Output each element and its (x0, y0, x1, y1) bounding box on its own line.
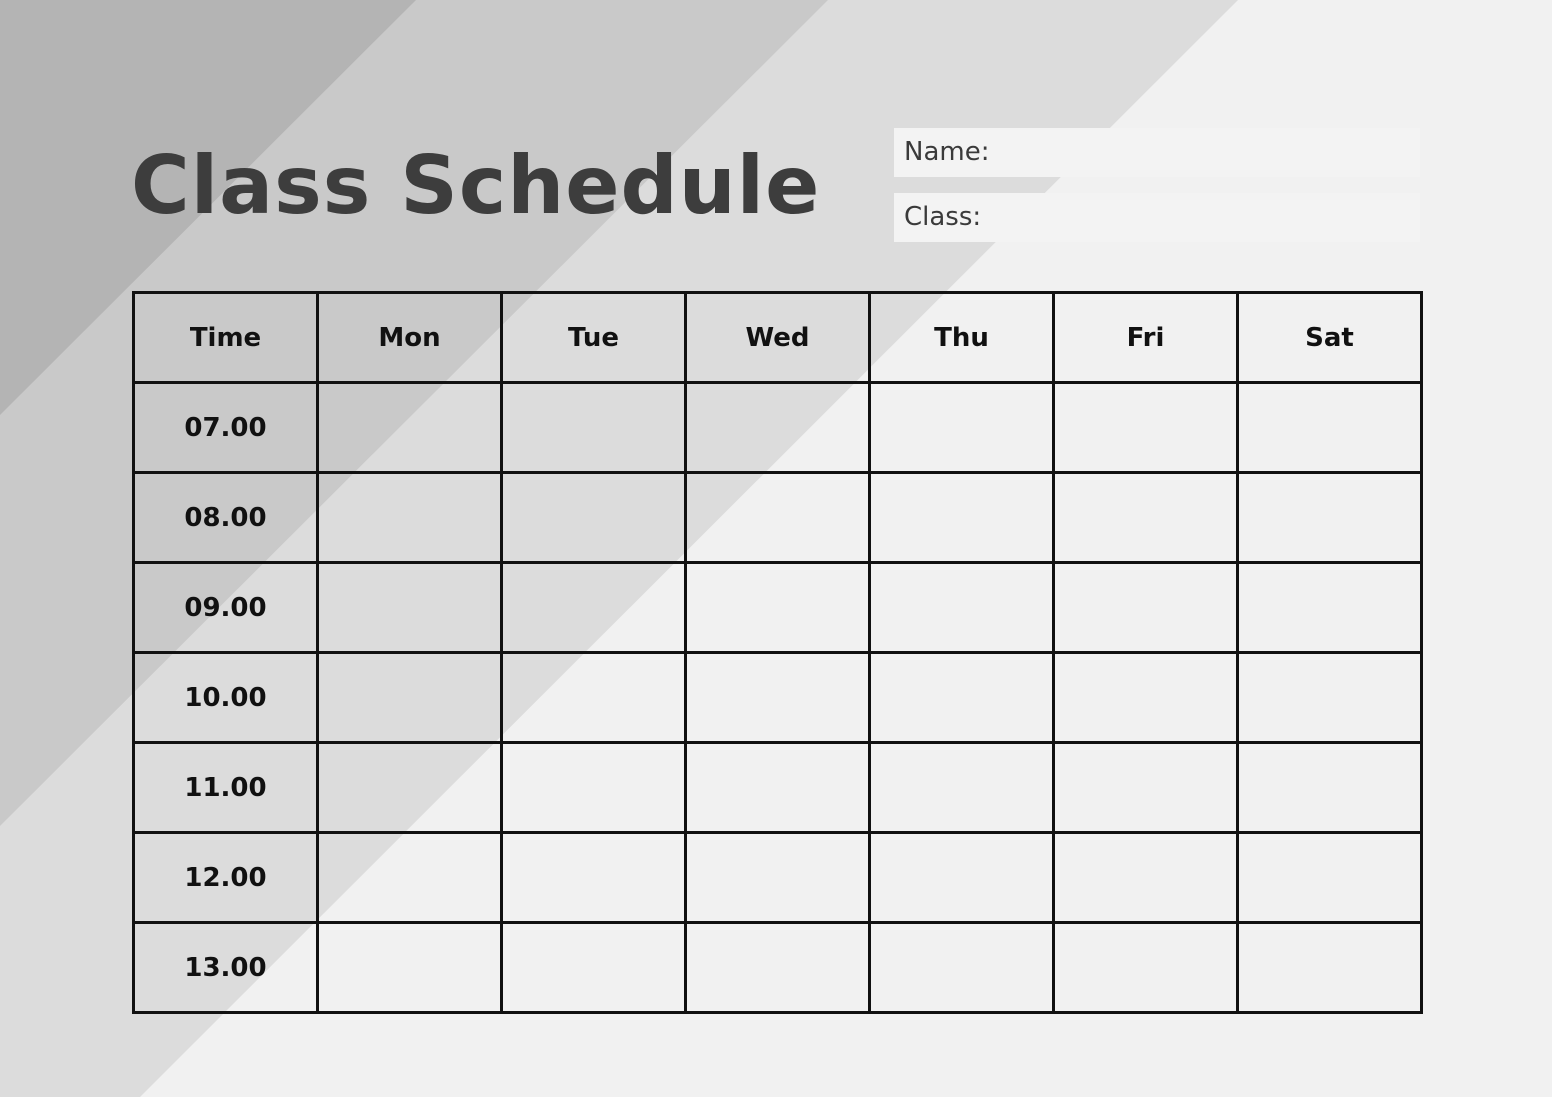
schedule-cell[interactable] (502, 563, 686, 653)
time-cell: 09.00 (134, 563, 318, 653)
schedule-cell[interactable] (870, 923, 1054, 1013)
schedule-cell[interactable] (686, 833, 870, 923)
schedule-cell[interactable] (686, 563, 870, 653)
table-row (134, 473, 1422, 563)
table-row (134, 923, 1422, 1013)
schedule-cell[interactable] (318, 833, 502, 923)
time-cell: 11.00 (134, 743, 318, 833)
table-row (134, 563, 1422, 653)
schedule-cell[interactable] (1054, 833, 1238, 923)
schedule-cell[interactable] (1054, 383, 1238, 473)
schedule-cell[interactable] (1054, 473, 1238, 563)
time-cell: 13.00 (134, 923, 318, 1013)
schedule-cell[interactable] (870, 473, 1054, 563)
schedule-cell[interactable] (1238, 743, 1422, 833)
class-label: Class: (904, 202, 982, 232)
schedule-cell[interactable] (318, 563, 502, 653)
header-thu: Thu (870, 293, 1054, 383)
schedule-cell[interactable] (502, 743, 686, 833)
table-row (134, 653, 1422, 743)
schedule-cell[interactable] (318, 473, 502, 563)
time-cell: 10.00 (134, 653, 318, 743)
page-title: Class Schedule (131, 139, 821, 232)
class-field[interactable] (894, 193, 1420, 242)
header-mon: Mon (318, 293, 502, 383)
schedule-cell[interactable] (318, 383, 502, 473)
schedule-cell[interactable] (686, 383, 870, 473)
table-row (134, 833, 1422, 923)
schedule-cell[interactable] (502, 653, 686, 743)
schedule-cell[interactable] (1238, 923, 1422, 1013)
schedule-cell[interactable] (686, 653, 870, 743)
header-sat: Sat (1238, 293, 1422, 383)
time-cell: 07.00 (134, 383, 318, 473)
schedule-cell[interactable] (1054, 923, 1238, 1013)
schedule-cell[interactable] (502, 383, 686, 473)
schedule-cell[interactable] (1238, 833, 1422, 923)
schedule-cell[interactable] (1238, 473, 1422, 563)
schedule-cell[interactable] (502, 923, 686, 1013)
schedule-cell[interactable] (1238, 563, 1422, 653)
header-row (134, 293, 1422, 383)
schedule-cell[interactable] (1054, 653, 1238, 743)
schedule-cell[interactable] (870, 383, 1054, 473)
header-fri: Fri (1054, 293, 1238, 383)
schedule-cell[interactable] (502, 833, 686, 923)
table-row (134, 743, 1422, 833)
schedule-cell[interactable] (870, 833, 1054, 923)
schedule-cell[interactable] (1238, 653, 1422, 743)
schedule-cell[interactable] (502, 473, 686, 563)
schedule-cell[interactable] (1054, 743, 1238, 833)
schedule-cell[interactable] (1054, 563, 1238, 653)
schedule-table (132, 291, 1423, 1014)
name-label: Name: (904, 137, 990, 167)
schedule-cell[interactable] (870, 743, 1054, 833)
schedule-cell[interactable] (1238, 383, 1422, 473)
header-wed: Wed (686, 293, 870, 383)
time-cell: 08.00 (134, 473, 318, 563)
schedule-cell[interactable] (686, 473, 870, 563)
schedule-cell[interactable] (318, 653, 502, 743)
schedule-cell[interactable] (686, 923, 870, 1013)
time-cell: 12.00 (134, 833, 318, 923)
table-row (134, 383, 1422, 473)
name-field[interactable] (894, 128, 1420, 177)
header-tue: Tue (502, 293, 686, 383)
header-time: Time (134, 293, 318, 383)
schedule-cell[interactable] (870, 563, 1054, 653)
schedule-cell[interactable] (318, 923, 502, 1013)
schedule-cell[interactable] (870, 653, 1054, 743)
schedule-cell[interactable] (318, 743, 502, 833)
schedule-cell[interactable] (686, 743, 870, 833)
